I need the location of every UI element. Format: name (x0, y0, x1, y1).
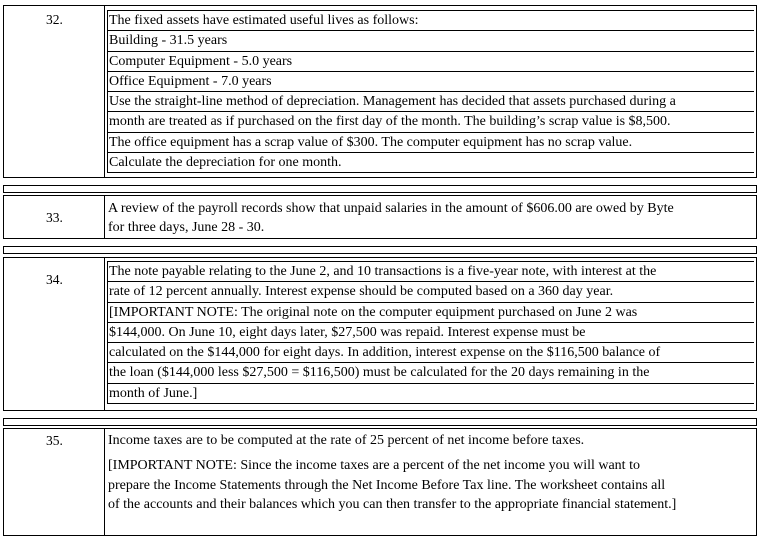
item-34-divider (104, 257, 105, 411)
item-32-line-2: Building - 31.5 years (107, 31, 754, 51)
item-35-number: 35. (46, 433, 63, 448)
item-34-line-6: the loan ($144,000 less $27,500 = $116,500) must be calculated for the 20 days remaining in the (107, 363, 754, 383)
item-34-line-4: $144,000. On June 10, eight days later, $27,500 was repaid. Interest expense must be (107, 323, 754, 343)
item-32-line-4: Office Equipment - 7.0 years (107, 72, 754, 92)
item-34-line-1: The note payable relating to the June 2, and 10 transactions is a five-year note, with interest at the (107, 261, 754, 282)
item-34-line-7: month of June.] (107, 384, 754, 404)
item-35-line-1: Income taxes are to be computed at the rate of 25 percent of net income before taxes. (108, 433, 585, 448)
item-32-line-1: The fixed assets have estimated useful lives as follows: (107, 10, 754, 31)
item-33-line-1: A review of the payroll records show that unpaid salaries in the amount of $606.00 are owed by Byte (108, 201, 674, 216)
item-34-line-2: rate of 12 percent annually. Interest expense should be computed based on a 360 day year. (107, 282, 754, 302)
item-34-line-5: calculated on the $144,000 for eight days. In addition, interest expense on the $116,500 balance of (107, 343, 754, 363)
item-34-text (108, 261, 754, 404)
item-32-line-5: Use the straight-line method of depreciation. Management has decided that assets purchased during a (107, 92, 754, 112)
item-35-line-4: of the accounts and their balances which you can then transfer to the appropriate financial statement.] (108, 496, 677, 512)
separator-2 (3, 246, 757, 254)
item-33-text (108, 199, 754, 238)
item-34-line-3: [IMPORTANT NOTE: The original note on the computer equipment purchased on June 2 was (107, 303, 754, 323)
item-35-divider (104, 428, 105, 536)
item-34-number: 34. (46, 272, 63, 287)
item-33-line-2: for three days, June 28 - 30. (108, 220, 265, 236)
separator-3 (3, 418, 757, 426)
item-33-divider (104, 195, 105, 239)
item-32-line-3: Computer Equipment - 5.0 years (107, 52, 754, 72)
item-33-number: 33. (46, 210, 63, 225)
item-35-line-2: [IMPORTANT NOTE: Since the income taxes are a percent of the net income you will want to (108, 458, 640, 474)
item-32-line-8: Calculate the depreciation for one month. (107, 153, 754, 173)
item-32-text (108, 10, 754, 173)
item-32-line-7: The office equipment has a scrap value of $300. The computer equipment has no scrap value. (107, 133, 754, 153)
item-32-line-6: month are treated as if purchased on the first day of the month. The building’s scrap value is $8,500. (107, 112, 754, 132)
separator-1 (3, 185, 757, 193)
item-35-line-3: prepare the Income Statements through the Net Income Before Tax line. The worksheet contains all (108, 477, 666, 493)
item-32-divider (104, 5, 105, 178)
item-35-text (108, 431, 754, 514)
item-32-number: 32. (46, 12, 63, 27)
